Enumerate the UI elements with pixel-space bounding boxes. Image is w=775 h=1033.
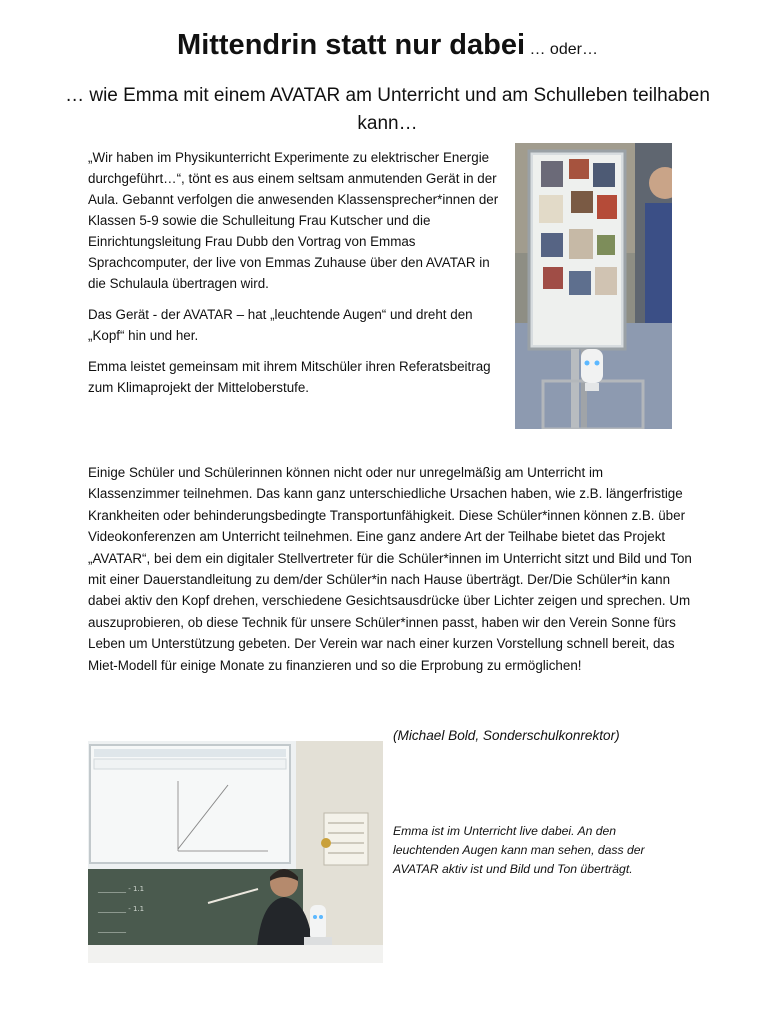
svg-text:________ - 1.1: ________ - 1.1 [98,905,145,913]
intro-text [88,147,500,408]
main-text [88,462,693,676]
classroom-photo [88,741,383,963]
main-paragraph: Einige Schüler und Schülerinnen können nicht oder nur unregelmäßig am Unterricht im Klassenzimmer teilnehmen. Das kann ganz unterschiedliche Ursachen haben, wie z.B. längerfristige Krankheiten oder behinderungsbedingte Transportunfähigkeit. Diese Schüler*innen können z.B. über Videokonferenzen am Unterricht teilnehmen. Eine ganz andere Art der Teilhabe bietet das Projekt „AVATAR“, bei dem ein digitaler Stellvertreter für die Schüler*innen im Unterricht sitzt und Bild und Ton mit einer Dauerstandleitung zu dem/der Schüler*in nach Hause überträgt. Der/Die Schüler*in kann dabei aktiv den Kopf drehen, verschiedene Gesichtsausdrücke über Lichter zeigen und sprechen. Um auszuprobieren, ob diese Technik für unsere Schüler*innen passt, haben wir den Verein Sonne fürs Leben um Unterstützung gebeten. Der Verein war nach einer kurzen Vorstellung schnell bereit, das Miet-Modell für einige Monate zu finanzieren und so die Erprobung zu ermöglichen! [88,465,692,673]
title-main: Mittendrin statt nur dabei [177,29,526,61]
title-suffix: … oder… [525,41,598,58]
svg-text:________ - 1.1: ________ - 1.1 [98,885,145,893]
intro-paragraph: „Wir haben im Physikunterricht Experimente zu elektrischer Energie durchgeführt…“, tönt es aus einem seltsam anmutenden Gerät in der Aula. Gebannt verfolgen die anwesenden Klassensprecher*innen der Klassen 5-9 sowie die Schulleitung Frau Kutscher und die Einrichtungsleitung Frau Dubb den Vortrag von Emmas Sprachcomputer, der live von Emmas Zuhause über den AVATAR in die Schulaula übertragen wird. [88,150,499,291]
intro-paragraph: Das Gerät - der AVATAR – hat „leuchtende Augen“ und dreht den „Kopf“ hin und her. [88,307,473,343]
avatar-board-photo [515,143,672,429]
intro-paragraph: Emma leistet gemeinsam mit ihrem Mitschüler ihren Referatsbeitrag zum Klimaprojekt der Mitteloberstufe. [88,359,491,395]
photo-caption: Emma ist im Unterricht live dabei. An den leuchtenden Augen kann man sehen, dass der AVATAR aktiv ist und Bild und Ton überträgt. [393,824,645,876]
page-title [0,28,775,67]
svg-text:________: ________ [98,925,126,933]
classroom-photo-icon [88,741,383,963]
author-line: (Michael Bold, Sonderschulkonrektor) [393,728,620,743]
avatar-robot-photo-icon [515,143,672,429]
page-subtitle: … wie Emma mit einem AVATAR am Unterricht und am Schulleben teilhaben kann… [65,85,710,134]
